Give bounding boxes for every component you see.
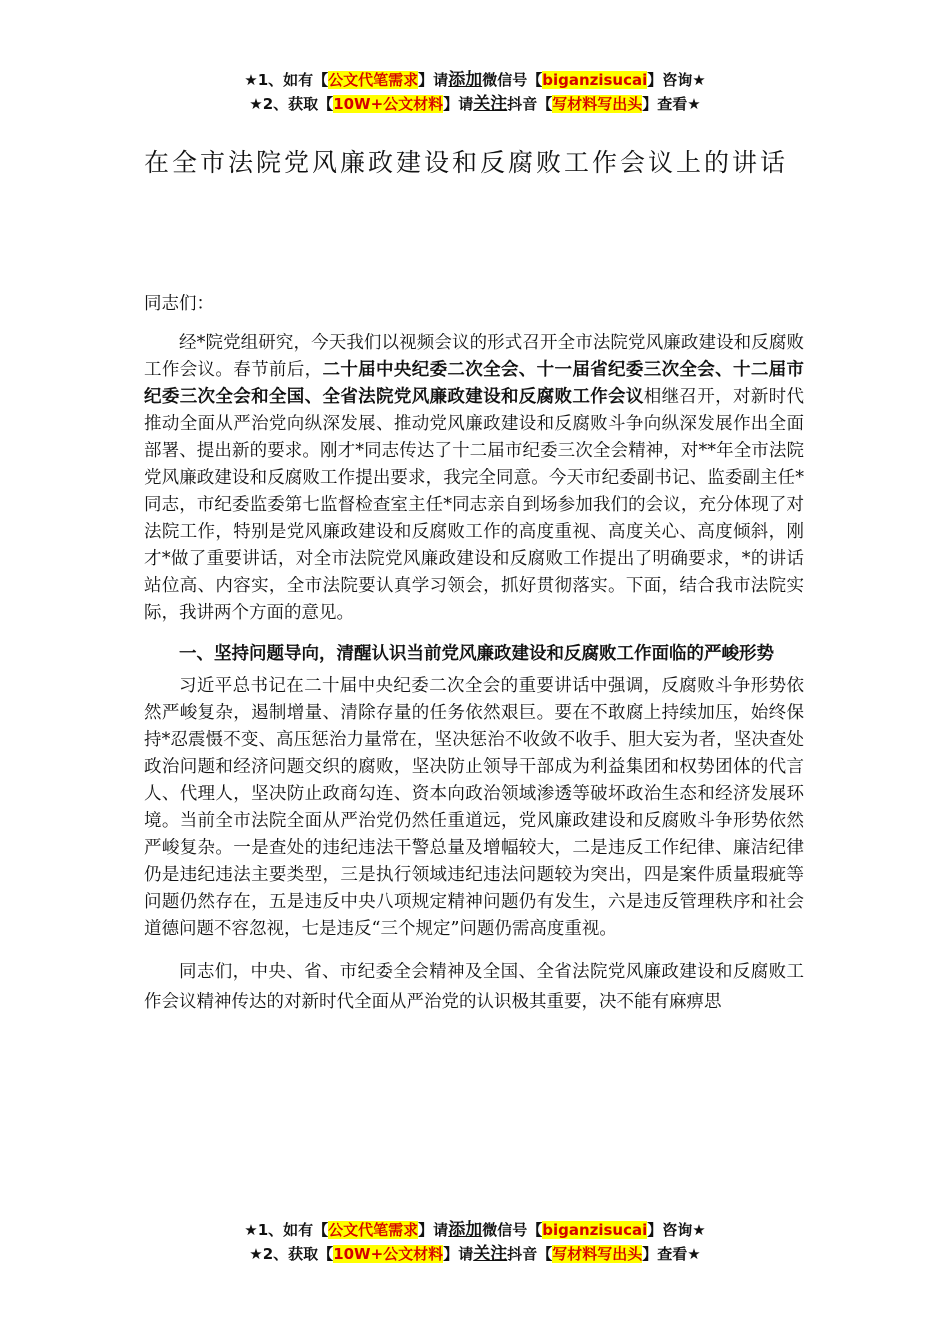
document-title: 在全市法院党风廉政建设和反腐败工作会议上的讲话	[144, 148, 789, 177]
promo-text: ★1、如有【	[244, 1221, 329, 1239]
document-body	[144, 288, 804, 1017]
promo-banner-bottom	[0, 1218, 950, 1266]
promo-line-2	[0, 92, 950, 116]
promo-emphasis: 关注	[473, 94, 508, 114]
promo-text: 】请	[418, 71, 449, 89]
promo-text: 抖音【	[507, 95, 553, 113]
promo-text: ★2、获取【	[249, 1245, 334, 1263]
promo-emphasis: 关注	[473, 1244, 508, 1264]
section-heading-1: 一、坚持问题导向，清醒认识当前党风廉政建设和反腐败工作面临的严峻形势	[179, 644, 774, 664]
promo-text: ★1、如有【	[244, 71, 329, 89]
greeting: 同志们：	[144, 294, 214, 314]
promo-emphasis: 添加	[448, 70, 483, 90]
paragraph-conclusion: 同志们，中央、省、市纪委全会精神及全国、全省法院党风廉政建设和反腐败工作会议精神传达的对新时代全面从严治党的认识极其重要，决不能有麻痹思	[144, 962, 804, 1012]
promo-line-1	[0, 1218, 950, 1242]
paragraph-text: 经*院党组研究，今天我们以视频会议的形式召开全市法院党风廉政建设和反腐败工作会议。春节前后，	[144, 333, 804, 380]
promo-text: 微信号【	[482, 1221, 543, 1239]
highlight-douyin-account: 写材料写出头	[552, 1245, 643, 1263]
highlight-wechat-id: biganzisucai	[542, 71, 648, 89]
highlight-wechat-id: biganzisucai	[542, 1221, 648, 1239]
promo-text: 】请	[443, 95, 474, 113]
promo-text: 抖音【	[507, 1245, 553, 1263]
highlight-materials: 10W+公文材料	[333, 1245, 444, 1263]
highlight-materials: 10W+公文材料	[333, 95, 444, 113]
promo-text: 】请	[443, 1245, 474, 1263]
highlight-service: 公文代笔需求	[328, 71, 419, 89]
promo-line-2	[0, 1242, 950, 1266]
promo-text: 】请	[418, 1221, 449, 1239]
promo-emphasis: 添加	[448, 1220, 483, 1240]
paragraph-situation: 习近平总书记在二十届中央纪委二次全会的重要讲话中强调，反腐败斗争形势依然严峻复杂，遏制增量、清除存量的任务依然艰巨。要在不敢腐上持续加压，始终保持*忍震慑不变、高压惩治力量常在，坚决惩治不收敛不收手、胆大妄为者，坚决查处政治问题和经济问题交织的腐败，坚决防止领导干部成为利益集团和权势团体的代言人、代理人，坚决防止政商勾连、资本向政治领域渗透等破坏政治生态和经济发展环境。当前全市法院全面从严治党仍然任重道远，党风廉政建设和反腐败斗争形势依然严峻复杂。一是查处的违纪违法干警总量及增幅较大，二是违反工作纪律、廉洁纪律仍是违纪违法主要类型，三是执行领域违纪违法问题较为突出，四是案件质量瑕疵等问题仍然存在，五是违反中央八项规定精神问题仍有发生，六是违反管理秩序和社会道德问题不容忽视，七是违反“三个规定”问题仍需高度重视。	[144, 676, 804, 939]
highlight-douyin-account: 写材料写出头	[552, 95, 643, 113]
highlight-service: 公文代笔需求	[328, 1221, 419, 1239]
promo-text: 】查看★	[642, 1245, 701, 1263]
promo-text: 】查看★	[642, 95, 701, 113]
paragraph-text: 相继召开，对新时代推动全面从严治党向纵深发展、推动党风廉政建设和反腐败斗争向纵深发展作出全面部署、提出新的要求。刚才*同志传达了十二届市纪委三次全会精神，对**年全市法院党风廉政建设和反腐败工作提出要求，我完全同意。今天市纪委副书记、监委副主任*同志，市纪委监委第七监督检查室主任*同志亲自到场参加我们的会议，充分体现了对法院工作，特别是党风廉政建设和反腐败工作的高度重视、高度关心、高度倾斜，刚才*做了重要讲话，对全市法院党风廉政建设和反腐败工作提出了明确要求，*的讲话站位高、内容实，全市法院要认真学习领会，抓好贯彻落实。下面，结合我市法院实际，我讲两个方面的意见。	[144, 387, 805, 623]
promo-text: 微信号【	[482, 71, 543, 89]
paragraph-intro	[144, 330, 804, 627]
promo-text: 】咨询★	[647, 1221, 706, 1239]
promo-line-1	[0, 68, 950, 92]
promo-banner-top	[0, 68, 950, 116]
paragraph-bold-text: 二十届中央纪委二次全会、十一届省纪委三次全会、十二届市纪委三次全会和全国、全省法院党风廉政建设和反腐败工作会议	[144, 360, 805, 407]
promo-text: 】咨询★	[647, 71, 706, 89]
promo-text: ★2、获取【	[249, 95, 334, 113]
